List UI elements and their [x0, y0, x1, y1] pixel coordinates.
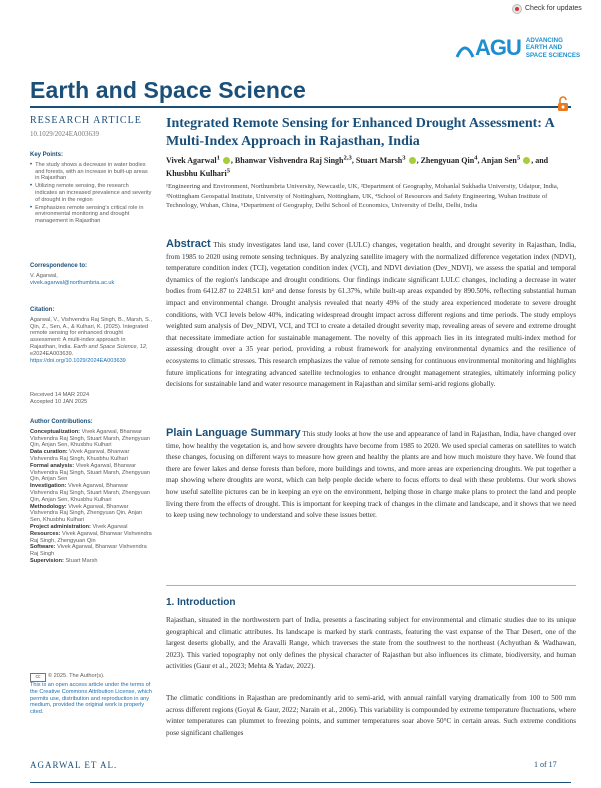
contribution-role: Data curation:	[30, 449, 68, 456]
author-list	[166, 152, 576, 179]
introduction-paragraph: The climatic conditions in Rajasthan are predominantly arid to semi-arid, with annual rainfall varying dramatically from 100 to 500 mm across different regions (Goyal & Gaur, 2022; Narain et al., 2006). This variability is compounded by extreme temperature fluctuations, where winter temperatures can plummet to freezing points, and summer temperatures soar above 50°C in certain areas. Such extreme conditions pose significant challenges	[166, 694, 576, 737]
agu-logo-line: ADVANCING	[525, 37, 563, 45]
key-points	[30, 152, 152, 226]
orcid-icon[interactable]	[223, 157, 230, 164]
footer-rule	[30, 782, 571, 783]
article-doi: 10.1029/2024EA003639	[30, 130, 100, 138]
creative-commons-icon: cc	[30, 673, 46, 682]
article-dates	[30, 392, 152, 406]
contribution-item	[30, 531, 152, 545]
check-updates-label: Check for updates	[525, 5, 582, 12]
contribution-item	[30, 483, 152, 503]
license-copyright-text: © 2025. The Author(s).	[48, 673, 105, 679]
section-divider	[166, 585, 576, 586]
key-point: • Emphasizes remote sensing's critical role in environmental monitoring and drought management in Rajasthan	[30, 205, 152, 225]
author-affil-sup: 4	[474, 154, 478, 161]
contribution-role: Methodology:	[30, 503, 67, 510]
citation-heading: Citation:	[30, 307, 55, 313]
contribution-item	[30, 544, 152, 558]
agu-logo-line: EARTH AND	[525, 44, 563, 52]
open-access-lock-icon	[556, 96, 570, 112]
author[interactable]: Zhengyuan Qin$^4$,	[420, 154, 480, 165]
correspondence-heading: Correspondence to:	[30, 263, 88, 269]
contribution-names: Vivek Agarwal, Bhanwar Vishvendra Raj Singh, Stuart Marsh, Zhengyuan Qin, Anjan Sen, Khusbhu Kulhari	[30, 428, 150, 449]
key-point: • The study shows a decrease in water bodies and forests, with an increase in built-up areas in Rajasthan	[30, 162, 152, 182]
agu-globe-icon	[455, 37, 475, 59]
contribution-role: Formal analysis:	[30, 462, 75, 469]
correspondence-email-link[interactable]: vivek.agarwal@northumbria.ac.uk	[30, 279, 115, 286]
key-point-text: Emphasizes remote sensing's critical role in environmental monitoring and drought management in Rajasthan	[35, 204, 144, 225]
author[interactable]: Bhanwar Vishvendra Raj Singh$^{2,3}$,	[234, 154, 354, 165]
author-name: and Khusbhu Kulhari	[166, 155, 549, 179]
page-number: 1 of 17	[534, 760, 557, 769]
citation-doi-link[interactable]: https://doi.org/10.1029/2024EA003639	[30, 357, 126, 364]
footer-authors: AGARWAL ET AL.	[30, 760, 118, 770]
key-point: • Utilizing remote sensing, the research indicates an increased prevalence and severity of drought in the region	[30, 183, 152, 203]
received-date: Received 14 MAR 2024	[30, 392, 90, 398]
author-name: Stuart Marsh	[355, 155, 403, 165]
plain-language-text: This study looks at how the use and appearance of land in Rajasthan, India, have changed over time, how healthy the vegetation is, and how severe droughts have become from 1985 to 2020. We used special cameras on satellites to watch these changes, focusing on different ways to measure how green and healthy the plants are and how much moisture they have. We found that there are fewer lakes and dense forests than before, more buildings and towns, and more areas are experiencing droughts. We put together a map showing where droughts are worst, which can help people decide where to focus efforts to deal with these problems. Our work shows how useful satellite pictures can be in keeping an eye on the environment, helping those in charge make plans to protect the land and people living there from the effects of drought. This is important for keeping track of changes in the climate and landscape, and it shows that we need to keep using new technology to understand and solve these issues better.	[166, 430, 577, 520]
contribution-item	[30, 449, 152, 463]
author-contributions	[30, 419, 152, 565]
agu-logo-mark: AGU	[475, 35, 521, 60]
author-affil-sup: 3	[402, 154, 406, 161]
accepted-date: Accepted 10 JAN 2025	[30, 398, 88, 405]
abstract	[166, 239, 576, 391]
author-name: Zhengyuan Qin	[420, 155, 475, 165]
plain-language-summary	[166, 428, 576, 522]
contribution-names: Vivek Agarwal	[92, 523, 128, 530]
author[interactable]: Anjan Sen$^5$ ,	[481, 154, 534, 165]
contribution-names: Vivek Agarwal, Bhanwar Vishvendra Raj Singh, Zhengyuan Qin	[30, 530, 152, 544]
affiliations: ¹Engineering and Environment, Northumbria University, Newcastle, UK, ²Department of Geography, Mohanlal Sukhadia University, Udaipur, India, ³Nottingham Geospatial Institute, University of Nottingham, Nottingham, UK, ⁴School of Resources and Safety Engineering, Wuhan Institute of Technology, Wuhan, China, ⁵Department of Geography, Delhi School of Economics, University of Delhi, Delhi, India	[166, 183, 559, 210]
contribution-role: Resources:	[30, 530, 61, 537]
author-affil-sup: 5	[516, 154, 521, 161]
correspondence-name: V. Agarwal,	[30, 272, 58, 279]
correspondence	[30, 263, 152, 286]
plain-language-heading: Plain Language Summary	[166, 427, 301, 439]
journal-rule	[30, 106, 571, 108]
contribution-item	[30, 558, 152, 565]
key-points-heading: Key Points:	[30, 152, 64, 158]
author[interactable]: Vivek Agarwal$^1$ ,	[166, 154, 233, 165]
author[interactable]: Stuart Marsh$^3$ ,	[355, 154, 419, 165]
author-name: Vivek Agarwal	[166, 155, 217, 165]
author-affil-sup: 5	[226, 167, 231, 175]
contribution-item	[30, 463, 152, 483]
contributions-heading: Author Contributions:	[30, 419, 93, 425]
contribution-role: Investigation:	[30, 483, 67, 490]
orcid-icon[interactable]	[409, 157, 416, 164]
contribution-item	[30, 524, 152, 531]
contribution-role: Conceptualization:	[30, 428, 81, 435]
contribution-names: Vivek Agarwal, Bhanwar Vishvendra Raj Singh, Stuart Marsh, Zhengyuan Qin, Anjan Sen	[30, 462, 150, 483]
article-type: RESEARCH ARTICLE	[30, 115, 142, 126]
author-name: Bhanwar Vishvendra Raj Singh	[234, 155, 344, 165]
abstract-heading: Abstract	[166, 238, 211, 250]
citation	[30, 307, 152, 364]
citation-text: Agarwal, V., Vishvendra Raj Singh, B., Marsh, S., Qin, Z., Sen, A., & Kulhari, K. (2025). Integrated remote sensing for enhanced drought assessment: A multi-index approach in Rajasthan, India.	[30, 316, 152, 350]
abstract-text: This study investigates land use, land cover (LULC) changes, vegetation health, and drought severity in Rajasthan, India, from 1985 to 2020 using remote sensing techniques. By analyzing satellite imagery with the normalized difference vegetation index (NDVI), temperature condition index (TCI), vegetation condition index (VCI), and NDVI deviation (Dev_NDVI), we assess the spatial and temporal dynamics of the region's landscape and drought conditions. Our findings indicate significant LULC changes, including a decrease in water bodies from 6412.87 to 2248.51 km² and dense forests by 61.37%, while built-up areas expanded by 890.50%, reflecting substantial human impact and environmental change. Drought analysis revealed that nearly 49% of the study area experienced moderate to severe drought conditions, with VCI levels below 40%, indicating widespread drought impact across different regions and time periods. The study employs weighted sum analysis of Dev_NDVI, VCI, and TCI to create a detailed drought severity map, revealing areas of severe and extreme drought that necessitate immediate action for sustainable management. The novelty of this approach lies in its integrated multi-index method for assessing drought over a 35 year period, providing a robust framework for analyzing environmental dynamics and the resilience of ecosystems to climatic stresses. This research emphasizes the value of remote sensing for continuous environmental monitoring and highlights future implications for integrating advanced satellite technologies to enhance drought management strategies, ultimately informing policy decisions for sustainable land and water resource management in Rajasthan and similar semi-arid regions globally.	[166, 241, 577, 389]
agu-logo	[455, 32, 595, 64]
author-affil-sup: 2,3	[343, 154, 352, 161]
contribution-names: Vivek Agarwal, Bhanwar Vishvendra Raj Singh, Stuart Marsh, Zhengyuan Qin, Anjan Sen, Khusbhu Kulhari	[30, 483, 150, 503]
introduction-paragraph: Rajasthan, situated in the northwestern part of India, presents a fascinating subject for environmental and climatic studies due to its unique geographical and climatic attributes. Its landscape is marked by stark contrasts, featuring the vast expanse of the Thar Desert, one of the largest deserts globally, and the Aravalli Range, which traverses the state from the southwest to the northeast (Achyuthan & Wadhawan, 2023). This varied topography not only defines the physical character of Rajasthan but also influences its climate, biodiversity, and human activities (Gaur et al., 2023; Mehta & Yadav, 2022).	[166, 616, 576, 671]
contribution-names: Vivek Agarwal, Bhanwar Vishvendra Raj Singh, Zhengyuan Qin, Anjan Sen, Khusbhu Kulhari	[30, 503, 143, 524]
license-text[interactable]: This is an open access article under the terms of the Creative Commons Attribution License, which permits use, distribution and reproduction in any medium, provided the original work is properly cited.	[30, 682, 152, 716]
check-updates-icon	[512, 4, 522, 14]
key-point-text: Utilizing remote sensing, the research indicates an increased prevalence and severity of drought in the region	[35, 183, 152, 203]
contribution-item	[30, 429, 152, 449]
citation-journal: Earth and Space Science, 12	[73, 343, 147, 350]
key-point-text: The study shows a decrease in water bodies and forests, with an increase in built-up areas in Rajasthan	[35, 161, 148, 182]
agu-logo-line: SPACE SCIENCES	[525, 51, 581, 59]
article-title: Integrated Remote Sensing for Enhanced Drought Assessment: A Multi-Index Approach in Rajasthan, India	[166, 116, 554, 149]
contribution-names: Vivek Agarwal, Bhanwar Vishvendra Raj Singh, Khusbhu Kulhari	[30, 449, 130, 462]
contribution-role: Project administration:	[30, 523, 91, 530]
check-for-updates-badge[interactable]	[512, 2, 598, 15]
author-affil-sup: 1	[216, 154, 220, 161]
introduction-heading: 1. Introduction	[166, 597, 236, 608]
author-name: Anjan Sen	[481, 155, 517, 165]
license-notice	[30, 673, 152, 716]
contribution-item	[30, 504, 152, 524]
agu-logo-text	[526, 37, 580, 59]
citation-article-id: , e2024EA003639.	[30, 343, 148, 357]
orcid-icon[interactable]	[523, 157, 530, 164]
contribution-names: Vivek Agarwal, Bhanwar Vishvendra Raj Singh	[30, 544, 147, 558]
license-copyright	[30, 673, 152, 682]
contribution-names: Stuart Marsh	[65, 557, 98, 564]
journal-name: Earth and Space Science	[30, 77, 306, 103]
contribution-role: Supervision:	[30, 557, 64, 564]
contribution-role: Software:	[30, 544, 56, 551]
